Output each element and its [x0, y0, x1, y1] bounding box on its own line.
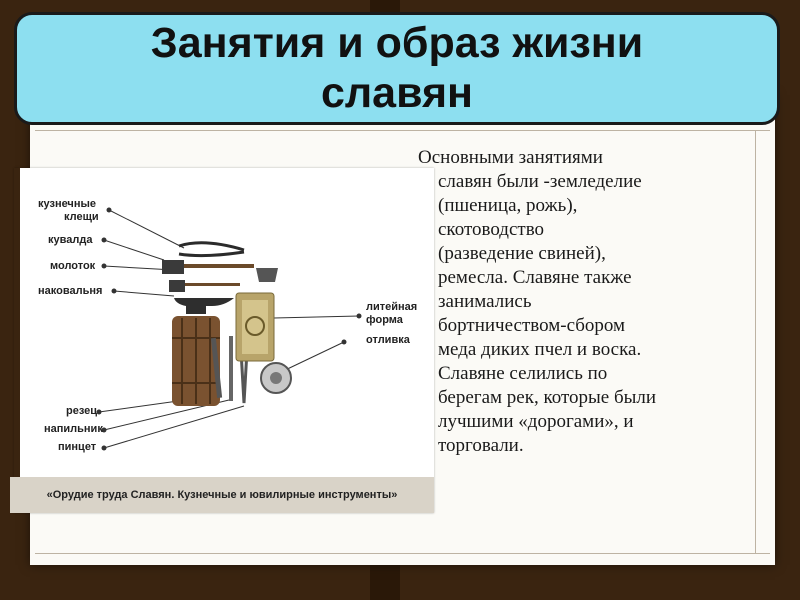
- body-line: занимались: [438, 291, 532, 312]
- slide-divider-bottom: [35, 553, 770, 554]
- body-line: меда диких пчел и воска.: [438, 339, 642, 360]
- tools-illustration: [14, 168, 434, 513]
- body-line: ремесла. Славяне также: [438, 267, 632, 288]
- label-chisel: резец: [66, 405, 98, 417]
- body-line: Основными занятиями: [418, 147, 603, 168]
- body-line: бортничеством-сбором: [438, 315, 626, 336]
- slide-title-line-1: Занятия и образ жизни: [150, 18, 644, 67]
- body-line: (пшеница, рожь),: [438, 195, 578, 216]
- slide-title-line-2: славян: [320, 68, 474, 117]
- body-line: (разведение свиней),: [438, 243, 606, 264]
- body-line: Славяне селились по: [438, 363, 608, 384]
- slide-divider-top: [35, 130, 770, 131]
- body-line: берегам рек, которые были: [438, 387, 657, 408]
- label-anvil: наковальня: [38, 285, 103, 297]
- label-hammer: молоток: [50, 260, 96, 272]
- label-casting: отливка: [366, 334, 410, 346]
- label-tweezers: пинцет: [58, 441, 97, 453]
- label-file: напильник: [44, 423, 103, 435]
- label-mold-1: литейная: [366, 301, 418, 313]
- label-mold-2: форма: [366, 314, 403, 326]
- body-line: славян были -земледелие: [438, 171, 642, 192]
- body-line: лучшими «дорогами», и: [438, 411, 634, 432]
- body-line: торговали.: [438, 435, 524, 456]
- label-sledgehammer: кувалда: [48, 234, 93, 246]
- label-tongs-1: кузнечные: [38, 198, 96, 210]
- label-tongs-2: клещи: [64, 211, 99, 223]
- body-paragraph: [418, 146, 770, 458]
- illustration-caption: «Орудие труда Славян. Кузнечные и ювилирные инструменты»: [10, 477, 434, 513]
- title-banner: [14, 12, 780, 125]
- slide-title: [117, 19, 677, 119]
- illustration-shadow: [14, 168, 20, 478]
- body-line: скотоводство: [438, 219, 545, 240]
